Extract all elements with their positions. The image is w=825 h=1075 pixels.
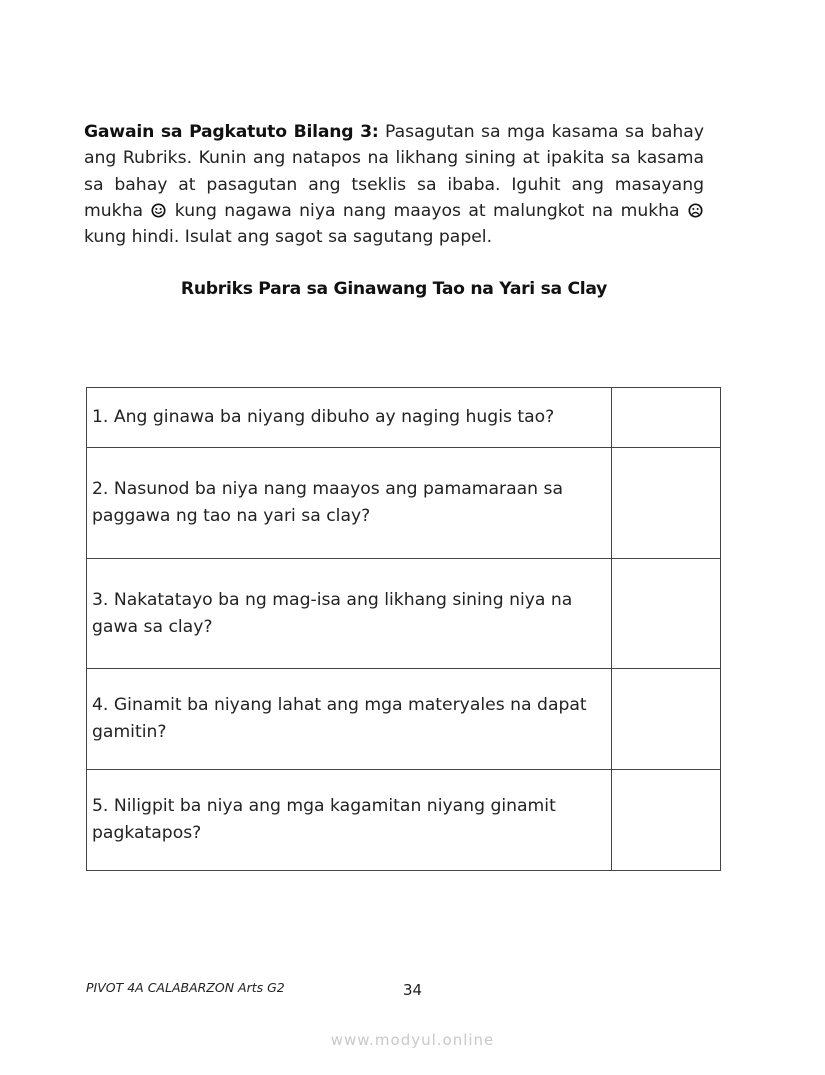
rubric-criterion: 1. Ang ginawa ba niyang dibuho ay naging hugis tao? — [87, 388, 612, 448]
rubric-criterion: 3. Nakatatayo ba ng mag-isa ang likhang sining niya na gawa sa clay? — [87, 559, 612, 669]
rubric-row — [87, 388, 721, 448]
instructions-text-part3: kung hindi. Isulat ang sagot sa sagutang papel. — [84, 227, 493, 247]
frowning-face-icon — [688, 203, 703, 218]
rubric-answer-cell — [612, 559, 721, 669]
instructions-text-part2: kung nagawa niya nang maayos at malungkot na mukha — [167, 200, 687, 221]
page-number: 34 — [403, 981, 423, 999]
rubric-row — [87, 559, 721, 669]
rubric-table — [86, 387, 721, 871]
activity-heading: Gawain sa Pagkatuto Bilang 3: — [84, 122, 379, 143]
watermark: www.modyul.online — [330, 1031, 495, 1049]
rubric-criterion: 2. Nasunod ba niya nang maayos ang pamamaraan sa paggawa ng tao na yari sa clay? — [87, 448, 612, 559]
instructions-text-part1: Pasagutan sa mga kasama sa bahay ang Rubriks. Kunin ang natapos na likhang sining at ipakita sa kasama sa bahay at pasagutan ang tseklis sa ibaba. Iguhit ang masayang mukha — [84, 122, 704, 221]
rubric-row — [87, 669, 721, 770]
activity-instructions — [84, 119, 704, 250]
rubric-answer-cell — [612, 669, 721, 770]
rubric-answer-cell — [612, 388, 721, 448]
rubric-answer-cell — [612, 448, 721, 559]
rubric-row — [87, 770, 721, 871]
rubric-criterion: 5. Niligpit ba niya ang mga kagamitan niyang ginamit pagkatapos? — [87, 770, 612, 871]
smiley-face-icon — [151, 203, 166, 218]
rubric-answer-cell — [612, 770, 721, 871]
rubric-row — [87, 448, 721, 559]
rubric-criterion: 4. Ginamit ba niyang lahat ang mga materyales na dapat gamitin? — [87, 669, 612, 770]
rubric-title: Rubriks Para sa Ginawang Tao na Yari sa Clay — [180, 279, 608, 299]
footer-source: PIVOT 4A CALABARZON Arts G2 — [86, 980, 285, 995]
